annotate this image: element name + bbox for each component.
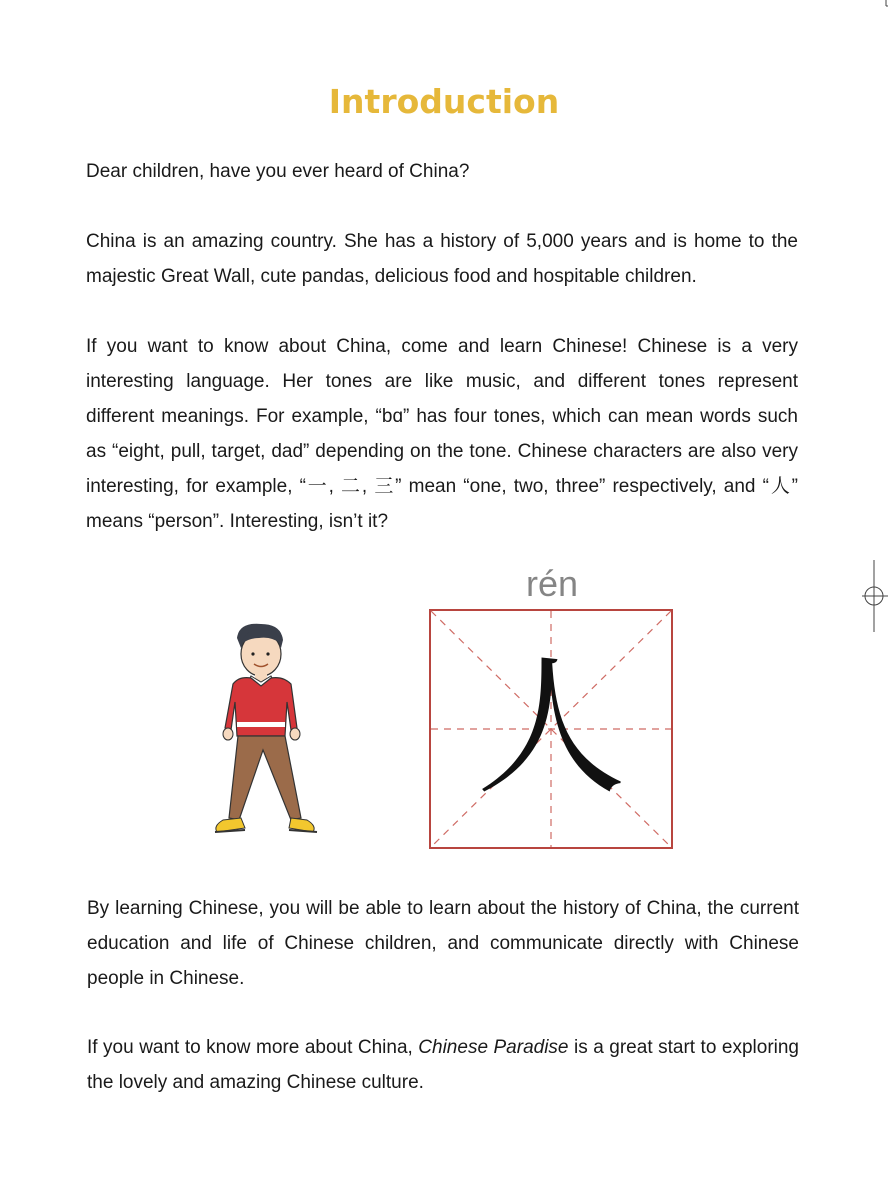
registration-mark-icon <box>860 560 888 632</box>
character-grid <box>429 609 673 854</box>
paragraph-chinese-language: If you want to know about China, come and learn Chinese! Chinese is a very interesting language. Her tones are like music, and different tones represent different meanings. For example, “bɑ” has four tones, which can mean words such as “eight, pull, target, dad” depending on the tone. Chinese characters are also very interesting, for example, “一, 二, 三” mean “one, two, three” respectively, and “人” means “person”. Interesting, isn’t it? <box>86 336 798 532</box>
boy-illustration <box>205 618 325 842</box>
pinyin-label: rén <box>525 563 579 604</box>
crop-mark-icon <box>876 0 888 8</box>
tian-zi-ge-grid <box>429 609 673 849</box>
paragraph-learning-benefits: By learning Chinese, you will be able to learn about the history of China, the current education and life of Chinese children, and communicate directly with Chinese people in Chinese. <box>87 898 799 989</box>
chinese-character: 人 <box>475 642 626 816</box>
page-title: Introduction <box>328 82 560 121</box>
paragraph-greeting: Dear children, have you ever heard of China? <box>86 161 470 182</box>
book-title: Chinese Paradise <box>418 1037 569 1058</box>
paragraph-closing <box>87 1030 799 1100</box>
closing-text-end: is a great start to exploring the lovely and amazing Chinese culture. <box>87 1037 800 1093</box>
paragraph-china-intro: China is an amazing country. She has a history of 5,000 years and is home to the majestic Great Wall, cute pandas, delicious food and hospitable children. <box>86 231 798 287</box>
closing-text-start: If you want to know more about China, <box>87 1037 419 1058</box>
